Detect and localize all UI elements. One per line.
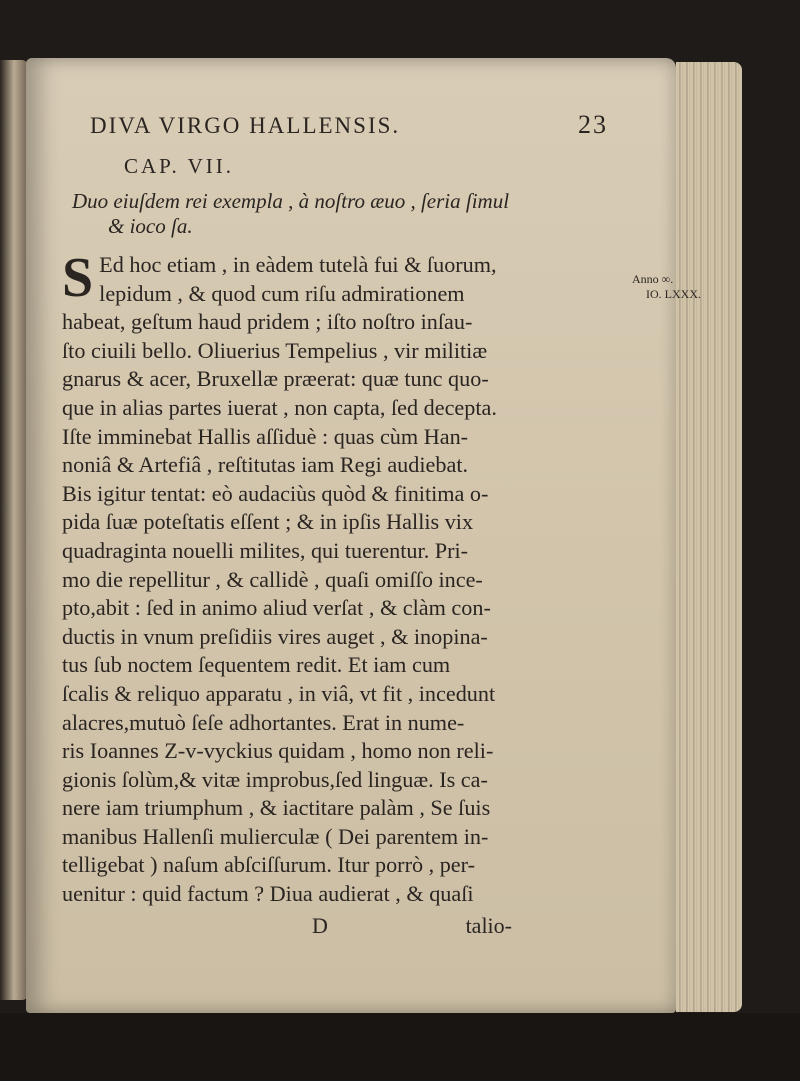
summary-line-1: Duo eiuſdem rei exempla , à noſtro æuo , ſeria ſimul: [72, 189, 510, 213]
text-line: ſto ciuili bello. Oliuerius Tempelius , vir militiæ: [62, 337, 488, 363]
margin-note: [632, 272, 701, 302]
page-block-edges: [676, 62, 742, 1012]
text-line: lepidum , & quod cum riſu admirationem: [99, 280, 465, 306]
text-line: Ed hoc etiam , in eàdem tutelà fui & ſuorum,: [99, 252, 497, 277]
text-line: nere iam triumphum , & iactitare palàm , Se ſuis: [62, 795, 491, 821]
drop-cap: S: [62, 247, 94, 309]
text-line: alacres,mutuò ſeſe adhortantes. Erat in nume-: [62, 709, 465, 735]
text-line: Bis igitur tentat: eò audaciùs quòd & finitima o-: [62, 480, 489, 506]
page-number: 23: [578, 110, 608, 139]
chapter-heading: CAP. VII.: [124, 154, 235, 178]
body-text: [62, 247, 622, 909]
text-line: noniâ & Artefiâ , reſtitutas iam Regi audiebat.: [62, 452, 469, 478]
text-line: habeat, geſtum haud pridem ; iſto noſtro inſau-: [62, 309, 473, 335]
page-footer: [62, 913, 622, 939]
text-line: ris Ioannes Z-v-vyckius quidam , homo non reli-: [62, 738, 494, 764]
running-head: [62, 110, 622, 140]
text-line: gnarus & acer, Bruxellæ præerat: quæ tunc quo-: [62, 366, 489, 392]
running-title: DIVA VIRGO HALLENSIS.: [90, 113, 401, 138]
text-line: manibus Hallenſi mulierculæ ( Dei parentem in-: [62, 823, 489, 849]
text-line: pida ſuæ poteſtatis eſſent ; & in ipſis Hallis vix: [62, 509, 474, 535]
text-line: uenitur : quid factum ? Diua audierat , & quaſi: [62, 881, 474, 907]
facing-page-edge: [0, 60, 28, 1000]
text-line: Iſte imminebat Hallis aſſiduè : quas cùm Han-: [62, 423, 469, 449]
chapter-summary: [62, 189, 622, 239]
margin-note-line-1: Anno ∞.: [632, 272, 674, 286]
text-line: ductis in vnum preſidiis vires auget , & inopina-: [62, 623, 488, 649]
summary-line-2: & ioco ſa.: [108, 214, 193, 238]
text-line: que in alias partes iuerat , non capta, ſed decepta.: [62, 394, 497, 420]
text-line: quadraginta nouelli milites, qui tuerentur. Pri-: [62, 537, 469, 563]
text-line: mo die repellitur , & callidè , quaſi omiſſo ince-: [62, 566, 483, 592]
text-line: ſcalis & reliquo apparatu , in viâ, vt fit , incedunt: [62, 680, 496, 706]
signature-mark: D: [312, 912, 328, 938]
text-line: pto,abit : ſed in animo aliud verſat , & clàm con-: [62, 595, 491, 621]
page-text: [62, 110, 622, 939]
catchword: talio-: [465, 912, 512, 938]
text-line: tus ſub noctem ſequentem redit. Et iam cum: [62, 652, 451, 678]
text-line: telligebat ) naſum abſciſſurum. Itur porrò , per-: [62, 852, 475, 878]
background-shadow: [0, 1013, 800, 1081]
text-line: gionis ſolùm,& vitæ improbus,ſed linguæ. Is ca-: [62, 766, 488, 792]
margin-note-line-2: IO. LXXX.: [646, 287, 701, 301]
